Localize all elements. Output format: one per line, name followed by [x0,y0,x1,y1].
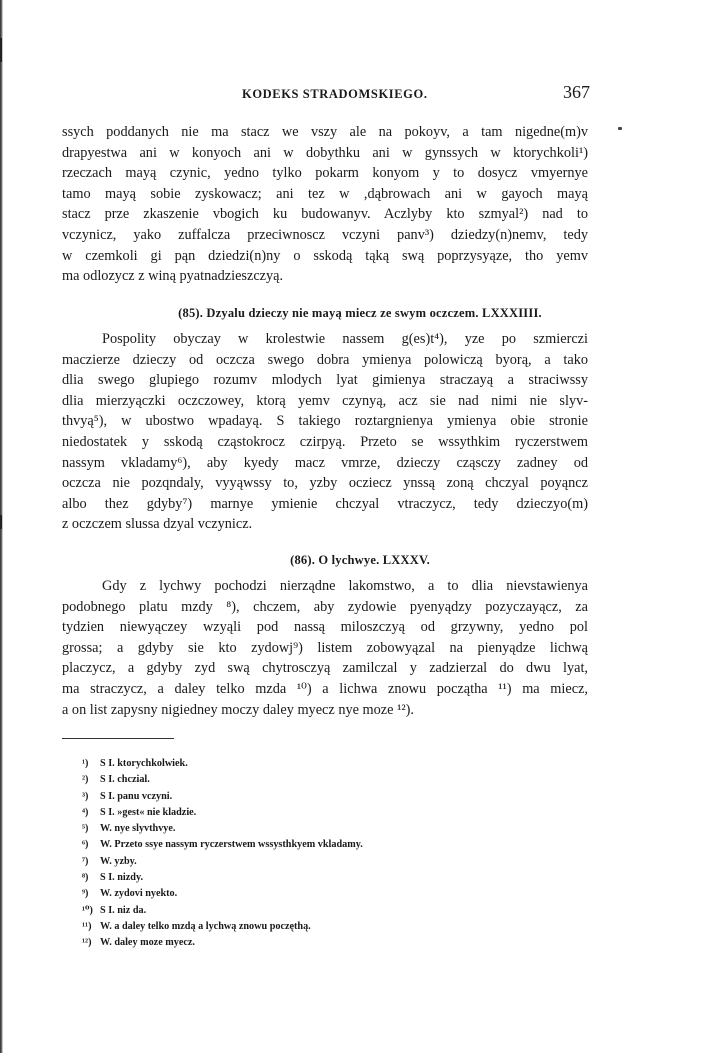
footnote-text: W. Przeto ssye nassym ryczerstwem wssysthkyem vkladamy. [100,839,363,851]
footnote-text: S I. chczial. [100,774,150,786]
paragraph-1-text [62,122,588,287]
section-85-body [62,329,588,535]
text-line: rzeczach mayą czynic, yedno tylko pokarm konyom y to dosycz vmyernye [62,165,588,182]
footnote-mark: ²) [82,774,89,786]
footnote [82,886,363,902]
text-line: ma odlozycz z winą pyatnadzieszczyą. [62,268,284,285]
edge-mark [0,515,2,529]
text-line: nassym vkladamy⁶), aby kyedy macz vmrze, dzieczy cząsczy zadney od [62,454,588,471]
text-line: drapyestwa ani w konyoch ani w dobythku ani w gynssych w ktorychkoli¹) [62,144,588,161]
footnote-text: W. zydovi nyekto. [100,888,178,900]
text-line: a on list zapysny nigiedney moczy daley myecz nye moze ¹²). [62,701,414,718]
footnote [82,821,363,837]
footnote [82,903,363,919]
footnote-text: S I. panu vczyni. [100,790,173,802]
footnote [82,935,363,951]
section-86-text [62,576,588,720]
text-line: niedostatek y sskodą cząstokrocz czirpyą. Przeto se wssythkim ryczerstwem [62,433,588,450]
text-line: Gdy z lychwy pochodzi nierządne lakomstwo, a to dlia nievstawienya [102,578,588,594]
text-line: ssych poddanych nie ma stacz we vszy ale na pokoyv, a tam nigedne(m)v [62,124,588,140]
footnote-text: S I. niz da. [100,904,147,916]
footnote-text: S I. ktorychkolwiek. [100,758,188,769]
text-line: dlia swego glupiego rozumv mlodych lyat gimienya straczayą a straciwssy [62,372,588,389]
text-line: oczcza nie pozqndaly, vyyąwssy to, yzby ocziecz ynssą zoną chczyal poyąncz [62,475,588,492]
section-86-body [62,576,588,720]
text-line: placzycz, a gdyby zyd swą chytrosczyą zamilczal y zadzierzal do dwu lyat, [62,660,588,677]
footnote-text: W. yzby. [100,855,137,867]
footnote-mark: ⁸) [82,872,89,884]
footnote-text: W. nye slyvthvye. [100,823,176,835]
footnote [82,919,363,935]
page-header [0,82,720,108]
footnote [82,854,363,870]
footnotes [82,756,363,952]
text-line: dlia mierzyączki oczczowey, ktorą yemv czynyą, acz sie nad nimi nie slyv- [62,392,588,409]
text-line: podobnego platu mzdy ⁸), chczem, aby zydowie pyenyądzy pozyczayącz, za [62,598,588,615]
edge-mark [0,38,2,62]
running-title: KODEKS STRADOMSKIEGO. [242,87,428,101]
footnote [82,772,363,788]
section-86-heading: (86). O lychwye. LXXXV. [290,553,430,567]
section-85-text [62,329,588,535]
footnote [82,805,363,821]
footnote-mark: ¹⁰) [82,904,93,916]
text-line: maczierze dzieczy od oczcza swego dobra ymienya polowiczą byorą, a tako [62,351,588,368]
footnote-text: S I. »gest« nie kladzie. [100,806,197,818]
footnote-mark: ⁶) [82,839,89,851]
page-number: 367 [563,82,590,102]
footnote-text: S I. nizdy. [100,872,144,884]
footnote-mark: ⁴) [82,806,89,818]
ink-dot [618,127,622,130]
text-line: ma straczycz, a daley telko mzda ¹⁰) a lichwa znowu początha ¹¹) ma miecz, [62,680,588,697]
text-line: tydzien niewyączey wzyąli pod nassą miloszczyą od grzywny, yedno pol [62,619,588,636]
footnote-text: W. daley moze myecz. [100,937,195,949]
footnote [82,870,363,886]
footnote-rule [62,738,174,739]
section-85-heading: (85). Dzyalu dzieczy nie mayą miecz ze swym oczczem. LXXXIIII. [178,306,542,320]
text-line: tamo mayą sobie zyskowacz; ani tez w ,dąbrowach ani w gayoch mayą [62,185,588,202]
text-line: w czemkoli gi pąn dziedzi(n)ny o sskodą tąką swą poprzysyąze, tho yemv [62,247,588,264]
text-line: stacz prze zkaszenie vbogich ku budowanyv. Aczlyby kto szmyal²) nad to [62,206,588,223]
footnote-text: W. a daley telko mzdą a lychwą znowu poczęthą. [100,920,311,932]
text-line: z oczczem slussa dzyal vczynicz. [62,516,253,533]
footnote-mark: ¹¹) [82,920,92,932]
footnote [82,756,363,772]
footnote-mark: ¹) [82,758,89,769]
text-line: albo thez gdyby⁷) marnye ymienie chczyal vtraczycz, tedy dzieczyo(m) [62,495,588,512]
footnote-mark: ¹²) [82,937,92,949]
footnote-mark: ³) [82,790,89,802]
text-line: grossa; a gdyby sie kto zydowj⁹) listem zobowyązal na pienyądze lichwą [62,639,588,656]
text-line: Pospolity obyczay w krolestwie nassem g(es)t⁴), yze po szmierczi [102,331,588,347]
paragraph-1 [62,122,588,287]
footnote-mark: ⁷) [82,855,89,867]
footnote [82,789,363,805]
footnote [82,837,363,853]
footnote-mark: ⁵) [82,823,89,835]
footnote-mark: ⁹) [82,888,89,900]
text-line: thvyą⁵), w ubostwo wpadayą. S takiego roztargnienya ymienya obie stronie [62,413,588,430]
text-line: vczynicz, yako zuffalcza przeciwnoscz vczyni panv³) dziedzy(n)nemv, tedy [62,226,588,243]
